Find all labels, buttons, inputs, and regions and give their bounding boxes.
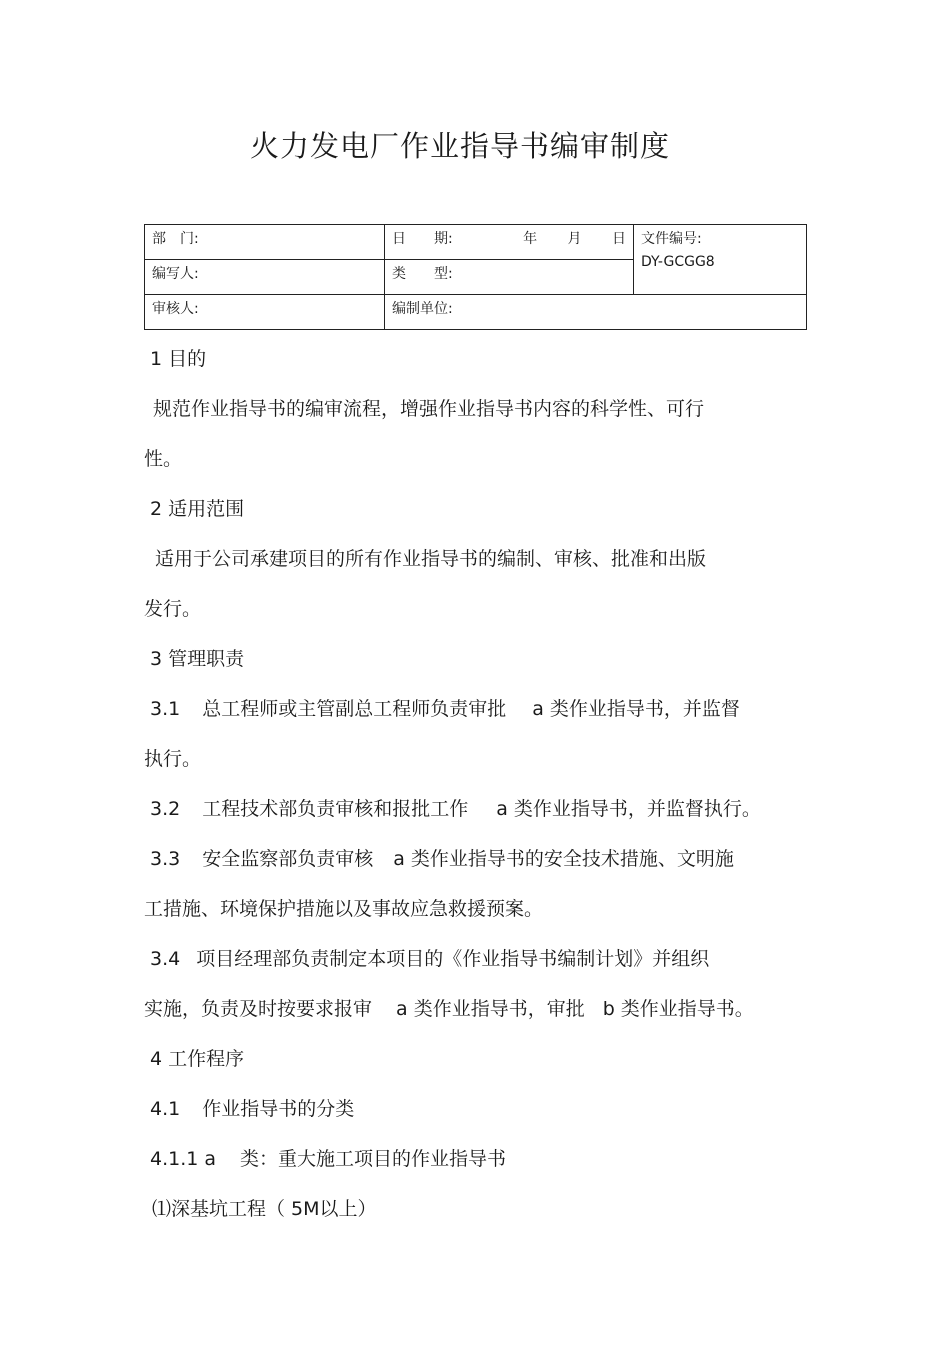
section-4-heading: 4 工作程序 bbox=[150, 1048, 245, 1070]
clause-3-1-line-2: 执行。 bbox=[144, 748, 202, 770]
section-1-text-line-2: 性。 bbox=[144, 448, 183, 470]
department-cell: 部 门: bbox=[145, 225, 385, 260]
clause-3-4-line-2: 实施，负责及时按要求报审 a 类作业指导书，审批 b 类作业指导书。 bbox=[144, 998, 754, 1020]
year-label: 年 bbox=[523, 231, 538, 247]
clause-3-3-line-2: 工措施、环境保护措施以及事故应急救援预案。 bbox=[144, 898, 544, 920]
section-1-heading: 1 目的 bbox=[150, 348, 207, 370]
author-cell: 编写人: bbox=[145, 260, 385, 295]
day-label: 日 bbox=[612, 231, 626, 247]
clause-4-1-1: 4.1.1 a 类：重大施工项目的作业指导书 bbox=[150, 1148, 507, 1170]
section-3-heading: 3 管理职责 bbox=[150, 648, 245, 670]
section-2-heading: 2 适用范围 bbox=[150, 498, 245, 520]
clause-3-1-line-1: 3.1 总工程师或主管副总工程师负责审批 a 类作业指导书，并监督 bbox=[150, 698, 740, 720]
section-2-text-line-2: 发行。 bbox=[144, 598, 202, 620]
clause-3-4-line-1: 3.4 项目经理部负责制定本项目的《作业指导书编制计划》并组织 bbox=[150, 948, 710, 970]
section-1-text-line-1: 规范作业指导书的编审流程，增强作业指导书内容的科学性、可行 bbox=[153, 398, 705, 420]
date-cell: 日 期: 年 月 日 bbox=[385, 225, 634, 260]
section-2-text-line-1: 适用于公司承建项目的所有作业指导书的编制、审核、批准和出版 bbox=[155, 548, 707, 570]
doc-number-value: DY-GCGG8 bbox=[641, 254, 715, 270]
reviewer-cell: 审核人: bbox=[145, 295, 385, 330]
document-title: 火力发电厂作业指导书编审制度 bbox=[249, 129, 670, 163]
doc-number-cell: 文件编号: DY-GCGG8 bbox=[634, 225, 807, 295]
clause-3-2: 3.2 工程技术部负责审核和报批工作 a 类作业指导书，并监督执行。 bbox=[150, 798, 761, 820]
clause-4-1: 4.1 作业指导书的分类 bbox=[150, 1098, 355, 1120]
clause-3-3-line-1: 3.3 安全监察部负责审核 a 类作业指导书的安全技术措施、文明施 bbox=[150, 848, 734, 870]
unit-cell: 编制单位: bbox=[385, 295, 807, 330]
list-item-1: ⑴深基坑工程（ 5M以上） bbox=[152, 1198, 377, 1220]
type-cell: 类 型: bbox=[385, 260, 634, 295]
header-info-table bbox=[144, 224, 807, 330]
month-label: 月 bbox=[567, 231, 582, 247]
